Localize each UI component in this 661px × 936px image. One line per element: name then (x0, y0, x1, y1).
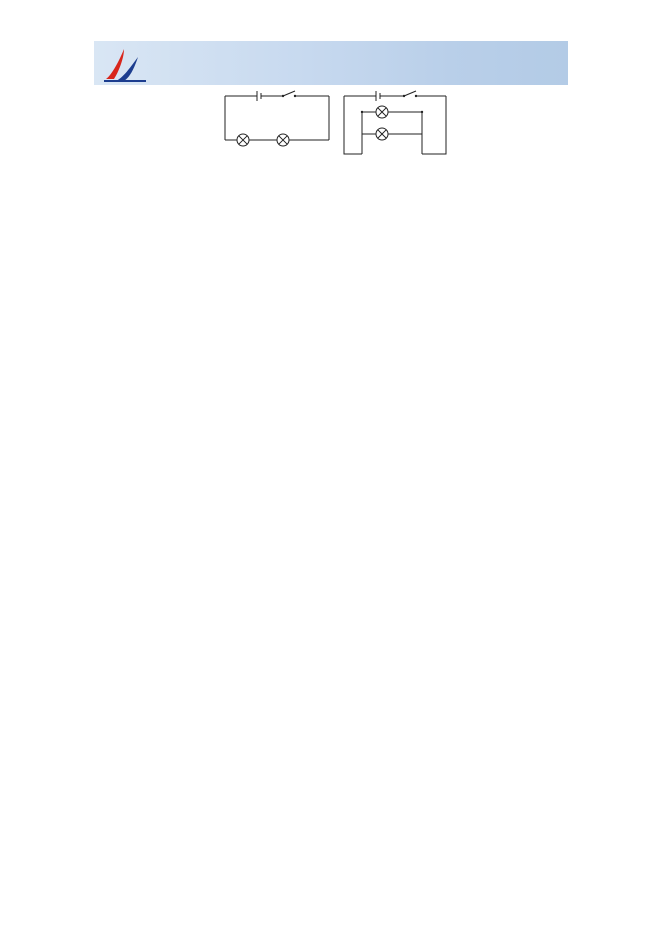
series-circuit-diagram (223, 90, 331, 156)
document-body (88, 88, 574, 172)
logo-icon (102, 45, 148, 83)
parallel-circuit-diagram (342, 90, 450, 162)
header-banner (94, 41, 568, 85)
circuit-diagrams (88, 90, 574, 168)
